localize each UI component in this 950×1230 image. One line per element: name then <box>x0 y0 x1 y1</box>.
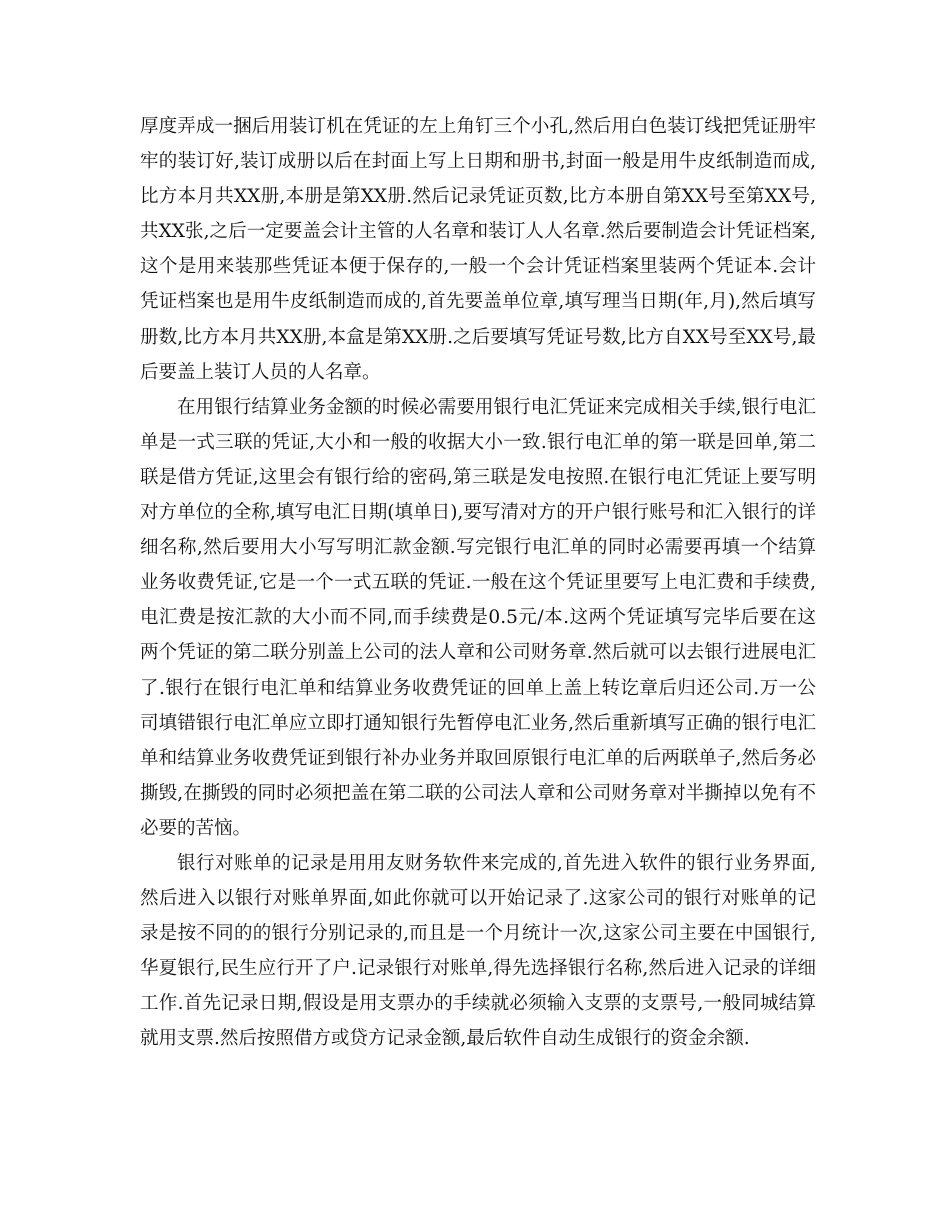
paragraph-binding-archive: 厚度弄成一捆后用装订机在凭证的左上角钉三个小孔,然后用白色装订线把凭证册牢牢的装订好,装订成册以后在封面上写上日期和册书,封面一般是用牛皮纸制造而成,比方本月共XX册,本册是第XX册.然后记录凭证页数,比方本册自第XX号至第XX号,共XX张,之后一定要盖会计主管的人名章和装订人人名章.然后要制造会计凭证档案,这个是用来装那些凭证本便于保存的,一般一个会计凭证档案里装两个凭证本.会计凭证档案也是用牛皮纸制造而成的,首先要盖单位章,填写理当日期(年,月),然后填写册数,比方本月共XX册,本盒是第XX册.之后要填写凭证号数,比方自XX号至XX号,最后要盖上装订人员的人名章。 <box>140 116 816 383</box>
paragraph-bank-wire-voucher: 在用银行结算业务金额的时候必需要用银行电汇凭证来完成相关手续,银行电汇单是一式三联的凭证,大小和一般的收据大小一致.银行电汇单的第一联是回单,第二联是借方凭证,这里会有银行给的密码,第三联是发电按照.在银行电汇凭证上要写明对方单位的全称,填写电汇日期(填单日),要写清对方的开户银行账号和汇入银行的详细名称,然后要用大小写写明汇款金额.写完银行电汇单的同时必需要再填一个结算业务收费凭证,它是一个一式五联的凭证.一般在这个凭证里要写上电汇费和手续费,电汇费是按汇款的大小而不同,而手续费是0.5元/本.这两个凭证填写完毕后要在这两个凭证的第二联分别盖上公司的法人章和公司财务章.然后就可以去银行进展电汇了.银行在银行电汇单和结算业务收费凭证的回单上盖上转讫章后归还公司.万一公司填错银行电汇单应立即打通知银行先暂停电汇业务,然后重新填写正确的银行电汇单和结算业务收费凭证到银行补办业务并取回原银行电汇单的后两联单子,然后务必撕毁,在撕毁的同时必须把盖在第二联的公司法人章和公司财务章对半撕掉以免有不必要的苦恼。 <box>140 396 816 839</box>
document-body <box>140 109 816 1057</box>
paragraph-bank-statement-record: 银行对账单的记录是用用友财务软件来完成的,首先进入软件的银行业务界面,然后进入以银行对账单界面,如此你就可以开始记录了.这家公司的银行对账单的记录是按不同的的银行分别记录的,而且是一个月统计一次,这家公司主要在中国银行,华夏银行,民生应行开了户.记录银行对账单,得先选择银行名称,然后进入记录的详细工作.首先记录日期,假设是用支票办的手续就必须输入支票的支票号,一般同城结算就用支票.然后按照借方或贷方记录金额,最后软件自动生成银行的资金余额. <box>140 852 816 1050</box>
